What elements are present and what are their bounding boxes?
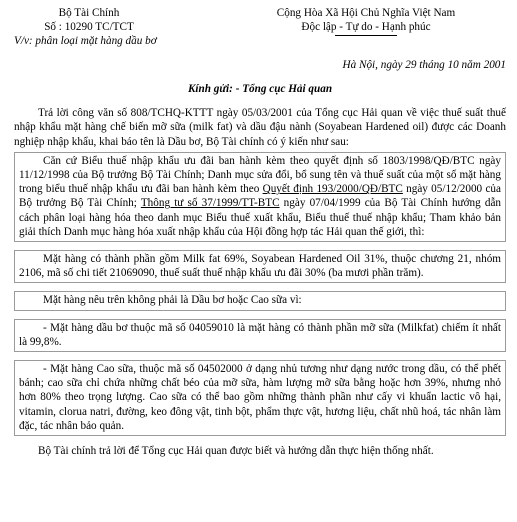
paragraph-closing: Bộ Tài chính trả lời để Tổng cục Hải quan được biết và hướng dẫn thực hiện thống nhất.	[38, 445, 434, 458]
header-left	[14, 6, 214, 49]
milk-cream-box	[14, 360, 506, 436]
document-number: Số : 10290 TC/TCT	[44, 21, 134, 34]
document-header	[14, 6, 506, 78]
document-subject: V/v: phân loại mặt hàng dầu bơ	[14, 35, 157, 48]
paragraph-reason-heading: Mặt hàng nêu trên không phải là Dầu bơ hoặc Cao sữa vì:	[43, 294, 302, 307]
paragraph-intro: Trả lời công văn số 808/TCHQ-KTTT ngày 05/03/2001 của Tổng cục Hải quan về việc thuế suất thuế nhập khẩu mặt hàng chế biến mỡ sữa (milk fat) và dầu đậu nành (Soyabean Hardened oil) được các Doanh nghiệp nhập khẩu, khai báo tên là Dầu bơ, Bộ Tài chính có ý kiến như sau:	[14, 107, 506, 148]
issuing-organization: Bộ Tài Chính	[58, 7, 120, 19]
paragraph-butter-oil: - Mặt hàng dầu bơ thuộc mã số 04059010 là mặt hàng có thành phần mỡ sữa (Milkfat) chiếm ít nhất là 99,8%.	[19, 321, 501, 348]
paragraph-milk-cream: - Mặt hàng Cao sữa, thuộc mã số 04502000 ở dạng nhủ tương như dạng nước trong dầu, có thể phết bánh; cao sữa chỉ chứa những chất béo của mỡ sữa, hàm lượng mỡ sữa bằng hoặc hơn 39%, nhưng nhỏ hơn 80% theo trọng lượng. Cao sữa có thể bao gồm những thành phần như cấy vi khuẩn lactic vô hại, vitamin, clorua natri, đường, keo đông vật, tinh bột, phẩm thực vật, hương liệu, chất nhũ hoá, tác nhân làm đặc, tác nhân bảo quản.	[19, 363, 501, 432]
legal-basis-text-c: ngày 07/04/1999 của Bộ Tài Chính hướng dẫn cách phân loại hàng hóa theo danh mục Biểu thuế xuất khẩu, Biểu thuế thuế nhập khẩu; Tham khảo bản giải thích Danh mục hàng hóa xuất nhập khẩu của Hội đồng hợp tác Hải quan thế giới, thì:	[19, 197, 502, 238]
country-name: Cộng Hòa Xã Hội Chủ Nghĩa Việt Nam	[276, 7, 456, 19]
paragraph-classification: Mặt hàng có thành phần gồm Milk fat 69%, Soyabean Hardened Oil 31%, thuộc chương 21, nhóm 2106, mã số chi tiết 21069090, thuế suất thuế nhập khẩu ưu đãi 30% (ba mươi phần trăm).	[19, 253, 501, 280]
circular-37-link[interactable]: Thông tư số 37/1999/TT-BTC	[140, 197, 280, 210]
recipient: Kính gửi: - Tổng cục Hải quan	[187, 83, 333, 95]
classification-box	[14, 250, 506, 283]
issue-date: Hà Nội, ngày 29 tháng 10 năm 2001	[342, 59, 506, 71]
document	[14, 6, 506, 458]
reason-heading-box	[14, 291, 506, 310]
legal-basis-text-a: Căn cứ Biểu thuế nhập khẩu ưu đãi ban hành kèm theo quyết định số 1803/1998/QĐ/BTC ngày 11/12/1998 của Bộ trưởng Bộ Tài Chính; Danh mục sửa đổi, bổ sung tên và thuế suất của một số mặt hàng trong biểu thuế nhập khẩu ưu đãi ban hành kèm theo	[19, 154, 501, 196]
butter-oil-box	[14, 319, 506, 352]
legal-basis-box	[14, 152, 506, 242]
header-right	[226, 6, 506, 38]
national-motto: Độc lập - Tự do - Hạnh phúc	[301, 21, 431, 34]
motto-underline	[335, 35, 397, 36]
paragraph-legal-basis	[19, 154, 501, 239]
decision-193-link[interactable]: Quyết định 193/2000/QĐ/BTC	[262, 183, 403, 196]
legal-basis-text-b: ngày 05/12/2000 của Bộ trưởng Bộ Tài Chính;	[19, 183, 501, 210]
